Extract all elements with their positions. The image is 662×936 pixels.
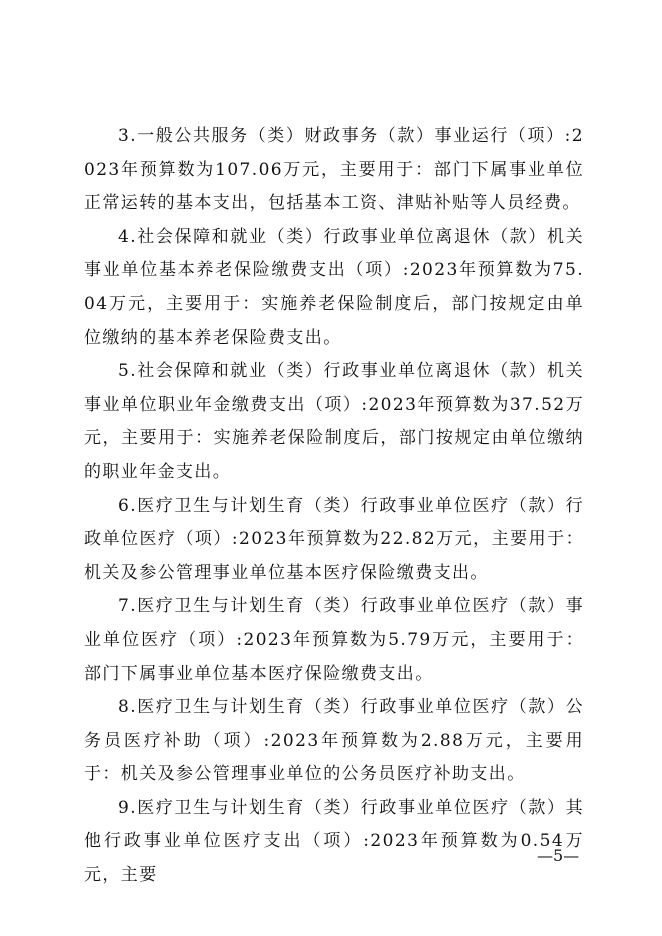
- paragraph-item-4: 4.社会保障和就业（类）行政事业单位离退休（款）机关事业单位基本养老保险缴费支出（项）:2023年预算数为75.04万元，主要用于：实施养老保险制度后，部门按规定由单位缴纳的基本养老保险费支出。: [84, 226, 584, 348]
- paragraph-item-7: 7.医疗卫生与计划生育（类）行政事业单位医疗（款）事业单位医疗（项）:2023年预算数为5.79万元，主要用于：部门下属事业单位基本医疗保险缴费支出。: [84, 596, 584, 684]
- paragraph-item-8: 8.医疗卫生与计划生育（类）行政事业单位医疗（款）公务员医疗补助（项）:2023年预算数为2.88万元，主要用于：机关及参公管理事业单位的公务员医疗补助支出。: [84, 697, 584, 785]
- paragraph-item-3: 3.一般公共服务（类）财政事务（款）事业运行（项）:2023年预算数为107.06万元，主要用于：部门下属事业单位正常运转的基本支出，包括基本工资、津贴补贴等人员经费。: [84, 126, 584, 214]
- page-number: —5—: [537, 846, 580, 865]
- paragraph-item-5: 5.社会保障和就业（类）行政事业单位离退休（款）机关事业单位职业年金缴费支出（项）:2023年预算数为37.52万元，主要用于：实施养老保险制度后，部门按规定由单位缴纳的职业年金支出。: [84, 361, 584, 482]
- document-body: [84, 120, 584, 893]
- paragraph-item-9: 9.医疗卫生与计划生育（类）行政事业单位医疗（款）其他行政事业单位医疗支出（项）:2023年预算数为0.54万元，主要: [84, 797, 584, 886]
- paragraph-item-6: 6.医疗卫生与计划生育（类）行政事业单位医疗（款）行政单位医疗（项）:2023年预算数为22.82万元，主要用于：机关及参公管理事业单位基本医疗保险缴费支出。: [84, 495, 584, 583]
